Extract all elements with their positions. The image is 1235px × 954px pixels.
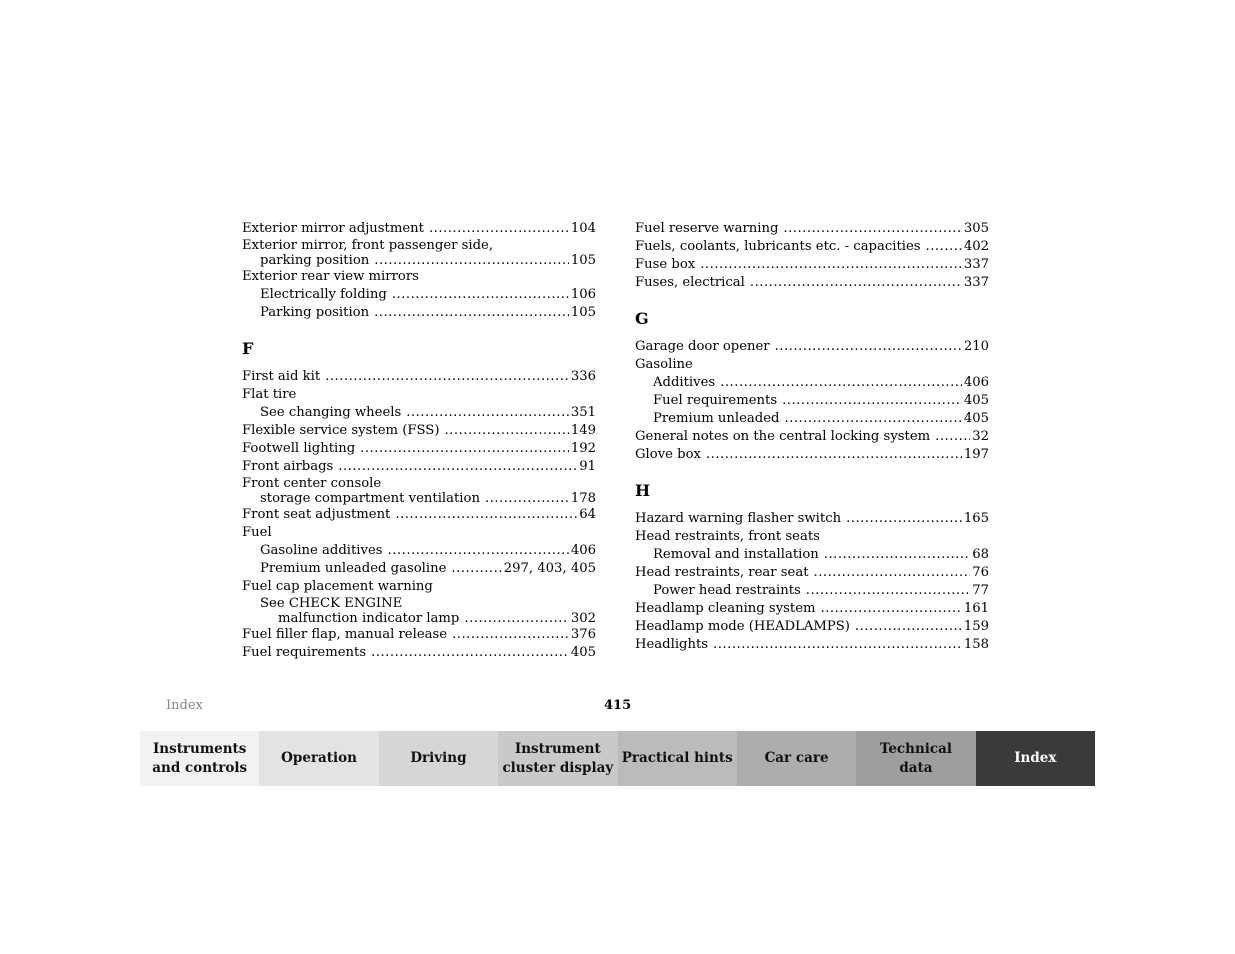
dot-leader (783, 220, 961, 238)
index-entry-text: Front seat adjustment (242, 507, 391, 522)
dot-leader (750, 274, 962, 292)
index-entry-text: Power head restraints (653, 583, 801, 598)
index-entry-line (635, 600, 989, 618)
dot-leader (821, 600, 962, 618)
index-entry-line (242, 422, 596, 440)
index-entry-text: Fuels, coolants, lubricants etc. - capacities (635, 239, 921, 254)
tab-car-care[interactable]: Car care (737, 731, 856, 786)
index-entry-line (242, 506, 596, 524)
index-entry[interactable] (635, 582, 989, 600)
index-entry-text: Headlamp mode (HEADLAMPS) (635, 619, 850, 634)
index-entry[interactable] (242, 422, 596, 440)
index-entry[interactable] (242, 560, 596, 578)
index-entry-text: General notes on the central locking system (635, 429, 931, 444)
tab-instrument-cluster-display[interactable]: Instrument cluster display (498, 731, 617, 786)
index-entry-first-line: Front center console (242, 476, 382, 491)
index-entry[interactable] (635, 374, 989, 392)
index-entry-line (635, 256, 989, 274)
index-entry-line (242, 560, 596, 578)
index-entry-line (242, 491, 596, 506)
index-entry-text: Fuel filler flap, manual release (242, 627, 448, 642)
index-entry-text: Premium unleaded gasoline (260, 561, 447, 576)
index-entry[interactable] (635, 238, 989, 256)
index-entry-line (242, 440, 596, 458)
index-entry[interactable] (242, 476, 596, 506)
index-entry-line (242, 404, 596, 422)
index-entry[interactable] (242, 220, 596, 238)
index-entry-text: Hazard warning flasher switch (635, 511, 842, 526)
index-entry[interactable] (635, 618, 989, 636)
index-entry-text: Head restraints, rear seat (635, 565, 809, 580)
index-entry-text: Electrically folding (260, 287, 387, 302)
index-entry-page[interactable]: 32 (972, 429, 989, 444)
index-heading-entry: Fuel cap placement warning (242, 579, 433, 594)
index-entry[interactable] (242, 286, 596, 304)
index-entry[interactable] (635, 392, 989, 410)
index-entry-page[interactable]: 158 (963, 637, 989, 652)
dot-leader (720, 374, 962, 392)
index-column-right (635, 220, 989, 654)
index-entry-page[interactable]: 337 (963, 275, 989, 290)
index-entry-text: Footwell lighting (242, 441, 356, 456)
dot-leader (429, 220, 569, 238)
tab-instruments-and-controls[interactable]: Instruments and controls (140, 731, 259, 786)
index-entry-page[interactable]: 192 (570, 441, 596, 456)
dot-leader (784, 410, 961, 428)
index-entry-line (242, 626, 596, 644)
index-entry-line (635, 410, 989, 428)
index-entry-line (635, 374, 989, 392)
index-entry-line (242, 286, 596, 304)
index-entry-line (635, 338, 989, 356)
index-entry-text: Exterior mirror adjustment (242, 221, 424, 236)
index-entry[interactable] (242, 440, 596, 458)
index-entry-text: Front airbags (242, 459, 334, 474)
index-entry[interactable] (635, 256, 989, 274)
index-entry-text: Glove box (635, 447, 701, 462)
index-entry-text: malfunction indicator lamp (278, 611, 460, 626)
index-entry[interactable] (242, 458, 596, 476)
index-entry[interactable] (635, 564, 989, 582)
index-entry-page[interactable]: 77 (972, 583, 989, 598)
index-entry[interactable] (635, 410, 989, 428)
footer-section-label: Index (166, 698, 203, 713)
index-entry-page[interactable]: 161 (963, 601, 989, 616)
index-entry[interactable] (635, 636, 989, 654)
dot-leader (371, 644, 569, 662)
index-entry-text: storage compartment ventilation (260, 491, 480, 506)
index-entry[interactable] (635, 428, 989, 446)
index-entry-text: Flexible service system (FSS) (242, 423, 440, 438)
dot-leader (451, 560, 501, 578)
dot-leader (374, 253, 569, 268)
index-entry-text: See changing wheels (260, 405, 402, 420)
page-number: 415 (604, 698, 632, 713)
index-heading-entry: Fuel (242, 525, 272, 540)
dot-leader (782, 392, 962, 410)
index-entry-page[interactable]: 105 (570, 253, 596, 268)
index-letter-heading: G (635, 309, 649, 328)
index-entry-line (635, 582, 989, 600)
index-entry[interactable] (242, 404, 596, 422)
dot-leader (485, 491, 569, 506)
index-column-left (242, 220, 596, 662)
index-entry-line (635, 220, 989, 238)
index-heading-entry: Flat tire (242, 387, 297, 402)
index-entry[interactable] (242, 626, 596, 644)
index-entry-page[interactable]: 64 (579, 507, 596, 522)
index-entry-line (635, 564, 989, 582)
index-entry-page[interactable]: 336 (570, 369, 596, 384)
index-entry-line (635, 618, 989, 636)
index-entry-text: Fuel reserve warning (635, 221, 779, 236)
index-entry-line (242, 542, 596, 560)
dot-leader (444, 422, 568, 440)
index-entry[interactable] (242, 596, 596, 626)
index-entry-line (635, 238, 989, 256)
index-entry-page[interactable]: 405 (963, 393, 989, 408)
index-entry-line (242, 220, 596, 238)
index-entry-text: Parking position (260, 305, 370, 320)
index-entry-text: Fuses, electrical (635, 275, 745, 290)
index-entry-text: Fuse box (635, 257, 696, 272)
index-entry-page[interactable]: 165 (963, 511, 989, 526)
dot-leader (926, 238, 962, 256)
index-entry-page[interactable]: 149 (570, 423, 596, 438)
index-entry-line (635, 446, 989, 464)
index-entry-first-line: Exterior mirror, front passenger side, (242, 238, 494, 253)
index-entry-page[interactable]: 406 (963, 375, 989, 390)
index-entry-line (242, 611, 596, 626)
index-entry[interactable] (635, 510, 989, 528)
index-entry-page[interactable]: 406 (570, 543, 596, 558)
tab-practical-hints[interactable]: Practical hints (618, 731, 737, 786)
index-entry-page[interactable]: 297, 403, 405 (503, 561, 596, 576)
dot-leader (700, 256, 962, 274)
index-entry[interactable] (635, 546, 989, 564)
index-heading-entry: Gasoline (635, 357, 693, 372)
dot-leader (706, 446, 962, 464)
dot-leader (392, 286, 569, 304)
index-entry-line (635, 428, 989, 446)
index-entry-line (635, 510, 989, 528)
index-entry-line (242, 304, 596, 322)
section-tab-bar (140, 731, 1095, 786)
index-entry[interactable] (635, 220, 989, 238)
index-heading-entry: Head restraints, front seats (635, 529, 820, 544)
dot-leader (406, 404, 569, 422)
index-entry-text: parking position (260, 253, 370, 268)
index-entry-text: Gasoline additives (260, 543, 383, 558)
index-entry-page[interactable]: 305 (963, 221, 989, 236)
index-entry-page[interactable]: 68 (972, 547, 989, 562)
index-entry-text: Premium unleaded (653, 411, 780, 426)
index-entry[interactable] (635, 446, 989, 464)
index-entry-page[interactable]: 337 (963, 257, 989, 272)
index-entry-page[interactable]: 210 (963, 339, 989, 354)
index-entry-text: Additives (653, 375, 716, 390)
index-heading-entry: Exterior rear view mirrors (242, 269, 419, 284)
index-entry-page[interactable]: 104 (570, 221, 596, 236)
index-entry-first-line: See CHECK ENGINE (260, 596, 403, 611)
index-entry-text: Headlights (635, 637, 709, 652)
tab-technical-data[interactable]: Technical data (856, 731, 975, 786)
index-entry-page[interactable]: 76 (972, 565, 989, 580)
index-entry[interactable] (635, 338, 989, 356)
dot-leader (338, 458, 577, 476)
dot-leader (464, 611, 568, 626)
dot-leader (325, 368, 569, 386)
index-entry-line (635, 636, 989, 654)
index-entry[interactable] (242, 644, 596, 662)
index-entry-text: Fuel requirements (653, 393, 778, 408)
dot-leader (855, 618, 962, 636)
index-entry[interactable] (635, 600, 989, 618)
dot-leader (846, 510, 962, 528)
tab-driving[interactable]: Driving (379, 731, 498, 786)
index-entry-text: First aid kit (242, 369, 321, 384)
index-entry[interactable] (242, 304, 596, 322)
index-entry-line (635, 546, 989, 564)
index-entry-page[interactable]: 106 (570, 287, 596, 302)
index-entry-text: Headlamp cleaning system (635, 601, 816, 616)
index-letter-heading: F (242, 339, 254, 358)
index-entry-page[interactable]: 197 (963, 447, 989, 462)
tab-operation[interactable]: Operation (259, 731, 378, 786)
index-entry-text: Fuel requirements (242, 645, 367, 660)
index-entry-page[interactable]: 405 (570, 645, 596, 660)
index-entry-page[interactable]: 402 (963, 239, 989, 254)
index-entry-line (635, 392, 989, 410)
index-entry[interactable] (242, 506, 596, 524)
dot-leader (452, 626, 569, 644)
index-entry-line (242, 644, 596, 662)
index-entry-page[interactable]: 91 (579, 459, 596, 474)
index-entry-page[interactable]: 105 (570, 305, 596, 320)
index-entry[interactable] (242, 542, 596, 560)
index-entry-text: Removal and installation (653, 547, 819, 562)
dot-leader (395, 506, 577, 524)
index-entry-page[interactable]: 302 (570, 611, 596, 626)
index-entry-page[interactable]: 159 (963, 619, 989, 634)
index-entry-page[interactable]: 351 (570, 405, 596, 420)
index-letter-heading: H (635, 481, 651, 500)
index-entry-text: Garage door opener (635, 339, 770, 354)
tab-index[interactable]: Index (976, 731, 1095, 786)
dot-leader (775, 338, 962, 356)
index-entry[interactable] (635, 274, 989, 292)
index-entry-page[interactable]: 376 (570, 627, 596, 642)
dot-leader (713, 636, 962, 654)
index-entry-line (242, 368, 596, 386)
index-entry-line (635, 274, 989, 292)
index-entry[interactable] (242, 368, 596, 386)
dot-leader (374, 304, 569, 322)
dot-leader (360, 440, 569, 458)
dot-leader (806, 582, 970, 600)
dot-leader (388, 542, 569, 560)
dot-leader (814, 564, 971, 582)
index-entry-line (242, 458, 596, 476)
index-entry[interactable] (242, 238, 596, 268)
dot-leader (824, 546, 970, 564)
index-entry-page[interactable]: 405 (963, 411, 989, 426)
dot-leader (935, 428, 970, 446)
index-entry-page[interactable]: 178 (570, 491, 596, 506)
index-entry-line (242, 253, 596, 268)
